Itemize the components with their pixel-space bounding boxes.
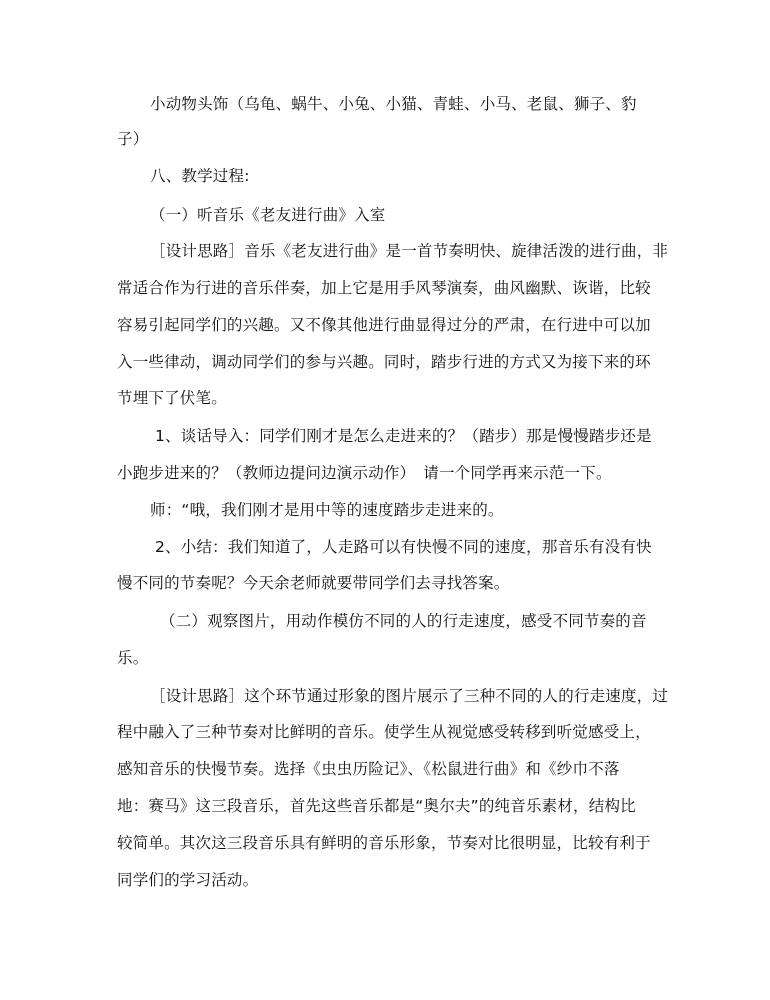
text-line: 入一些律动，调动同学们的参与兴趣。同时，踏步行进的方式又为接下来的环 [117,353,651,371]
text-line: ［设计思路］音乐《老友进行曲》是一首节奏明快、旋律活泼的进行曲，非 [150,242,669,260]
text-line: 乐。 [117,649,149,667]
text-line: 小跑步进来的？（教师边提问边演示动作） 请一个同学再来示范一下。 [117,464,612,482]
text-line: 较简单。其次这三段音乐具有鲜明的音乐形象，节奏对比很明显，比较有利于 [117,834,651,852]
section-heading: 八、教学过程: [150,167,250,185]
subsection-heading: （二）观察图片，用动作模仿不同的人的行走速度，感受不同节奏的音 [160,612,647,630]
subsection-heading: （一）听音乐《老友进行曲》入室 [150,206,386,224]
text-line: 1、谈话导入：同学们刚才是怎么走进来的？（踏步）那是慢慢踏步还是 [155,427,652,445]
text-line: ［设计思路］这个环节通过形象的图片展示了三种不同的人的行走速度，过 [150,687,669,705]
text-line: 慢不同的节奏呢？今天余老师就要带同学们去寻找答案。 [117,574,510,592]
text-line: 小动物头饰（乌龟、蜗牛、小兔、小猫、青蛙、小马、老鼠、狮子、豹 [150,95,637,113]
text-line: 容易引起同学们的兴趣。又不像其他进行曲显得过分的严肃，在行进中可以加 [117,316,651,334]
text-line: 程中融入了三种节奏对比鲜明的音乐。使学生从视觉感受转移到听觉感受上， [117,723,651,741]
text-line: 师：“哦，我们刚才是用中等的速度踏步走进来的。 [150,501,504,519]
text-line: 地：赛马》这三段音乐，首先这些音乐都是“奥尔夫”的纯音乐素材，结构比 [117,797,636,815]
text-line: 节埋下了伏笔。 [117,389,227,407]
text-line: 同学们的学习活动。 [117,871,259,889]
text-line: 常适合作为行进的音乐伴奏，加上它是用手风琴演奏，曲风幽默、诙谐，比较 [117,279,651,297]
text-line: 感知音乐的快慢节奏。选择《虫虫历险记》、《松鼠进行曲》和《纱巾不落 [117,760,620,778]
text-line: 子） [117,130,149,148]
text-line: 2、小结：我们知道了，人走路可以有快慢不同的速度，那音乐有没有快 [155,538,652,556]
